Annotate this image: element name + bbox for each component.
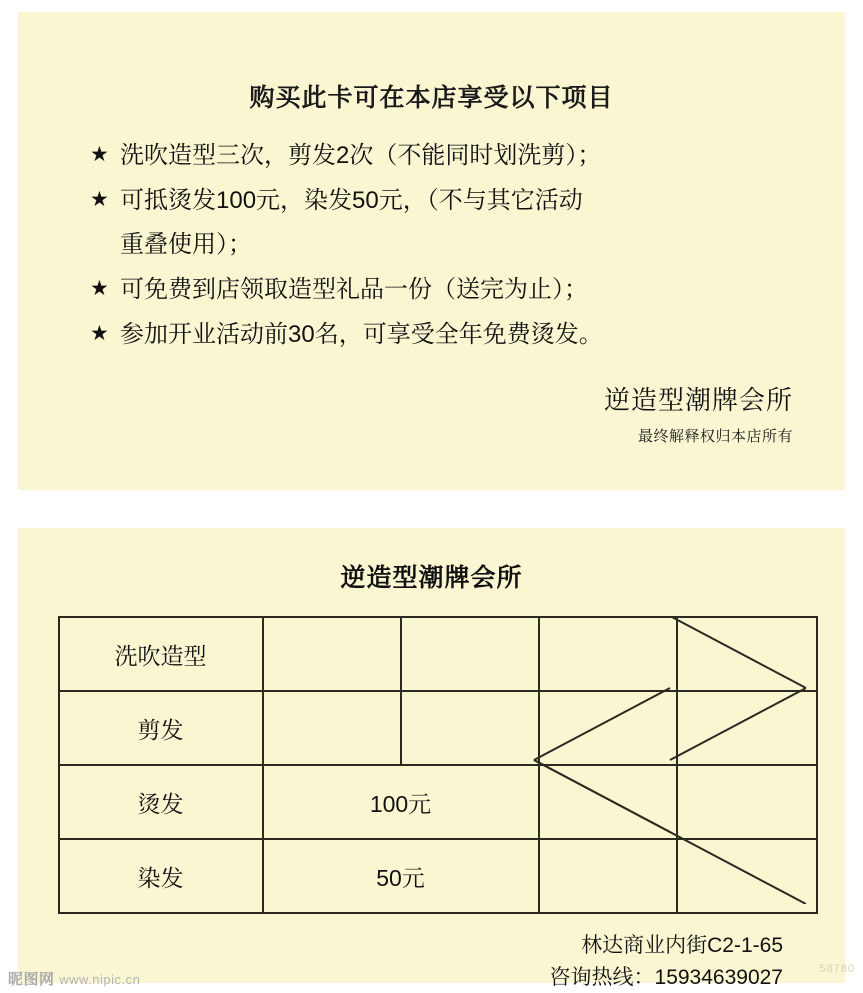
table-cell-label: 染发 (59, 839, 263, 913)
table-cell-punch[interactable] (677, 691, 817, 765)
list-item (90, 274, 805, 306)
table-cell-punch[interactable] (263, 617, 401, 691)
contact-block (18, 930, 845, 993)
table-cell-punch[interactable] (539, 617, 677, 691)
table-row (59, 691, 817, 765)
store-hotline: 咨询热线：15934639027 (549, 965, 783, 989)
table-cell-label: 洗吹造型 (59, 617, 263, 691)
table-cell-punch[interactable] (263, 691, 401, 765)
list-item-continuation: 重叠使用）； (120, 231, 252, 259)
coupon-card-bottom (18, 528, 845, 989)
table-cell-punch[interactable] (401, 617, 539, 691)
star-icon: ★ (90, 277, 109, 301)
table-cell-amount: 100元 (263, 765, 539, 839)
star-icon: ★ (90, 187, 109, 211)
punch-table (58, 616, 818, 914)
table-cell-punch[interactable] (677, 839, 817, 913)
table-cell-punch[interactable] (401, 691, 539, 765)
table-cell-punch[interactable] (539, 839, 677, 913)
list-item (90, 140, 805, 172)
shop-name-heading: 逆造型潮牌会所 (340, 564, 523, 592)
table-row (59, 765, 817, 839)
shop-name: 逆造型潮牌会所 (603, 385, 793, 416)
list-item-text: 可抵烫发100元，染发50元，（不与其它活动 (120, 186, 583, 214)
star-icon: ★ (90, 321, 109, 345)
table-cell-punch[interactable] (539, 765, 677, 839)
watermark (8, 968, 140, 989)
watermark-site: www.nipic.cn (59, 972, 141, 987)
list-item (90, 185, 805, 217)
disclaimer-text: 最终解释权归本店所有 (637, 428, 793, 446)
table-row (59, 617, 817, 691)
store-address: 林达商业内街C2-1-65 (581, 934, 783, 957)
list-item-text: 可免费到店领取造型礼品一份（送完为止）； (120, 276, 588, 304)
table-cell-punch[interactable] (539, 691, 677, 765)
table-cell-label: 烫发 (59, 765, 263, 839)
list-item-text: 洗吹造型三次，剪发2次（不能同时划洗剪）； (120, 142, 602, 169)
watermark-code: 58780 (819, 963, 855, 975)
star-icon: ★ (90, 143, 109, 166)
table-row (59, 839, 817, 913)
list-item-text: 参加开业活动前30名，可享受全年免费烫发。 (120, 320, 603, 348)
punch-table-wrapper (58, 616, 806, 904)
table-cell-punch[interactable] (677, 617, 817, 691)
page-title: 购买此卡可在本店享受以下项目 (249, 84, 614, 112)
table-cell-amount: 50元 (263, 839, 539, 913)
watermark-brand: 昵图网 (8, 971, 55, 988)
benefits-list (18, 140, 845, 350)
list-item (90, 319, 805, 351)
coupon-card-top (18, 12, 845, 490)
table-cell-punch[interactable] (677, 765, 817, 839)
table-cell-label: 剪发 (59, 691, 263, 765)
